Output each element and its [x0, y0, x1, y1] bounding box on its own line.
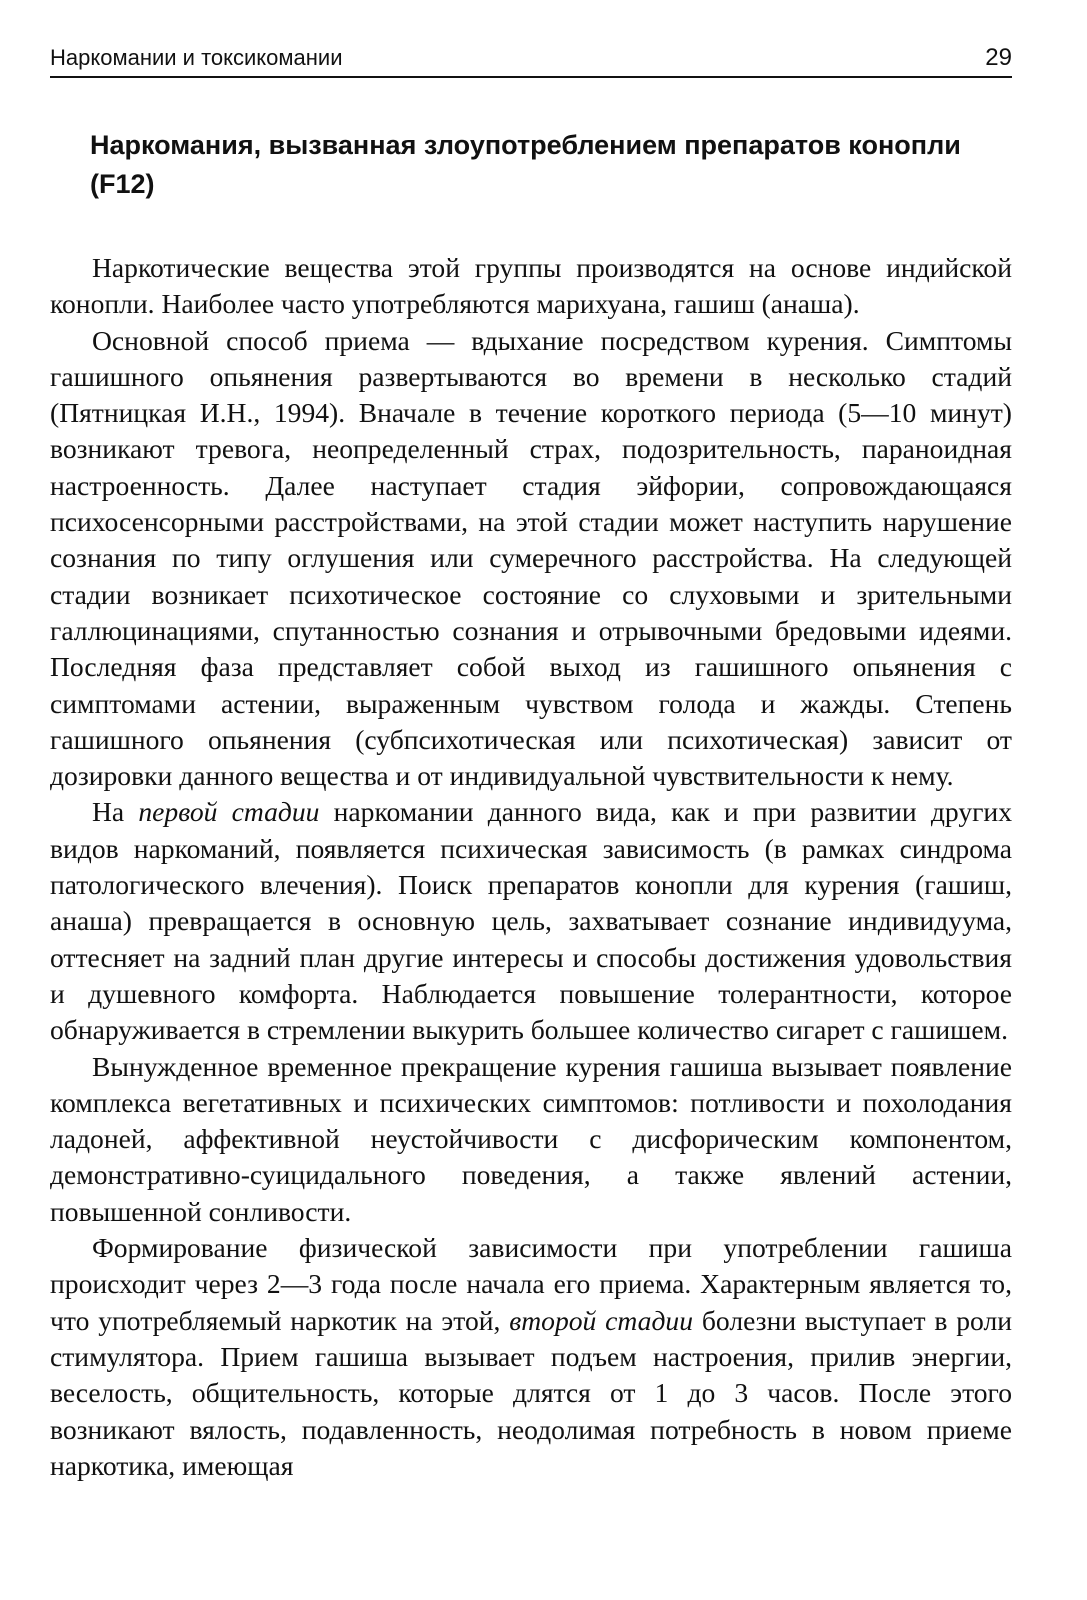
- paragraph-3-rest: наркомании данного вида, как и при развитии других видов наркоманий, появляется психическая зависимость (в рамках синдрома патологического влечения). Поиск препаратов конопли для курения (гашиш, анаша) превращается в основную цель, захватывает сознание индивидуума, оттесняет на задний план другие интересы и способы достижения удовольствия и душевного комфорта. Наблюдается повышение толерантности, которое обнаруживается в стремлении выкурить большее количество сигарет с гашишем.: [50, 796, 1012, 1046]
- section-title: Наркомания, вызванная злоупотреблением препаратов конопли (F12): [90, 130, 961, 199]
- page-number: 29: [985, 44, 1012, 71]
- paragraph-5: [50, 1230, 1012, 1484]
- paragraph-5-rest: болезни выступает в роли стимулятора. Прием гашиша вызывает подъем настроения, прилив энергии, веселость, общительность, которые длятся от 1 до 3 часов. После этого возникают вялость, подавленность, неодолимая потребность в новом приеме наркотика, имеющая: [50, 1304, 1013, 1481]
- paragraph-5-lead: Формирование физической зависимости при употреблении гашиша происходит через 2—3 года после начала его приема. Характерным является то, что употребляемый наркотик на этой,: [50, 1232, 1012, 1336]
- book-page: [50, 44, 1012, 1484]
- paragraph-1: Наркотические вещества этой группы производятся на основе индийской конопли. Наиболее часто употребляются марихуана, гашиш (анаша).: [50, 252, 1012, 320]
- body-text: [50, 250, 1012, 1484]
- running-header: [50, 44, 1012, 78]
- paragraph-3-lead: На: [92, 796, 139, 828]
- paragraph-3: [50, 794, 1012, 1048]
- paragraph-2: Основной способ приема — вдыхание посредством курения. Симптомы гашишного опьянения развертываются во времени в несколько стадий (Пятницкая И.Н., 1994). Вначале в течение короткого периода (5—10 минут) возникают тревога, неопределенный страх, подозрительность, параноидная настроенность. Далее наступает стадия эйфории, сопровождающаяся психосенсорными расстройствами, на этой стадии может наступить нарушение сознания по типу оглушения или сумеречного расстройства. На следующей стадии возникает психотическое состояние со слуховыми и зрительными галлюцинациями, спутанностью сознания и отрывочными бредовыми идеями. Последняя фаза представляет собой выход из гашишного опьянения с симптомами астении, выраженным чувством голода и жажды. Степень гашишного опьянения (субпсихотическая или психотическая) зависит от дозировки данного вещества и от индивидуальной чувствительности к нему.: [50, 324, 1012, 792]
- emphasis-first-stage: первой стадии: [138, 796, 320, 828]
- paragraph-4: Вынужденное временное прекращение курения гашиша вызывает появление комплекса вегетативных и психических симптомов: потливости и похолодания ладоней, аффективной неустойчивости с дисфорическим компонентом, демонстративно-суицидального поведения, а также явлений астении, повышенной сонливости.: [50, 1050, 1012, 1227]
- emphasis-second-stage: второй стадии: [509, 1304, 694, 1336]
- running-title: Наркомании и токсикомании: [50, 45, 343, 70]
